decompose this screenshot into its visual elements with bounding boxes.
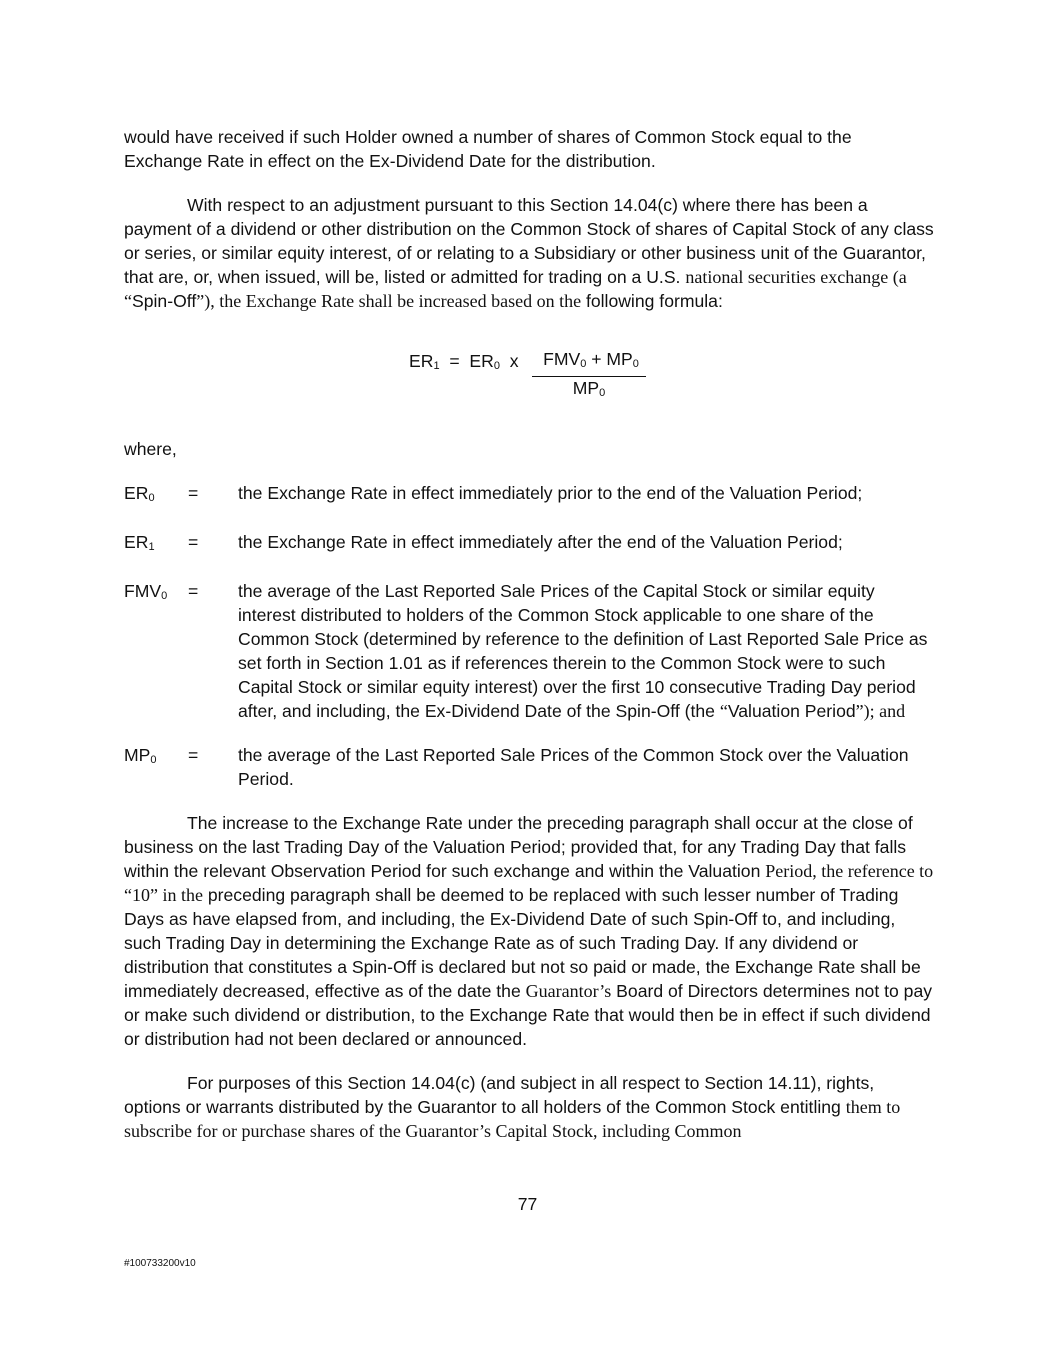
definition-text: the average of the Last Reported Sale Prices of the Common Stock over the Valuation Period. bbox=[238, 745, 909, 789]
paragraph-rights-options: For purposes of this Section 14.04(c) (and subject in all respect to Section 14.11), rights, options or warrants distributed by the Guarantor to all holders of the Common Stock entitling them to subscribe for or purchase shares of the Guarantor’s Capital Stock, including Common bbox=[124, 1073, 901, 1141]
document-body bbox=[124, 125, 934, 1143]
formula-numerator: $FMV_0 + MP_0$ bbox=[532, 347, 646, 377]
where-label: where, bbox=[124, 439, 177, 459]
definition-equals: = bbox=[188, 581, 199, 601]
formula-denominator: $MP_0$ bbox=[572, 378, 606, 399]
definition-symbol: $ER_1$ bbox=[124, 532, 155, 553]
paragraph-continuation: would have received if such Holder owned a number of shares of Common Stock equal to the Exchange Rate in effect on the Ex-Dividend Date for the distribution. bbox=[124, 127, 852, 171]
definition-mp0 bbox=[124, 743, 934, 791]
paragraph-spin-off-adjustment bbox=[124, 193, 934, 313]
document-id: #100733200v10 bbox=[124, 1258, 196, 1269]
definition-equals: = bbox=[188, 483, 199, 503]
definition-equals: = bbox=[188, 532, 199, 552]
definition-equals: = bbox=[188, 745, 199, 765]
para2-tail: following formula: bbox=[585, 291, 723, 311]
para2-serif-a: national securities exchange (a “ bbox=[124, 267, 907, 311]
exchange-rate-formula bbox=[124, 349, 934, 419]
page-number: 77 bbox=[517, 1194, 538, 1214]
definition-symbol: $FMV_0$ bbox=[124, 581, 168, 602]
para2-main: With respect to an adjustment pursuant to this Section 14.04(c) where there has been a payment of a dividend or other distribution on the Common Stock of shares of Capital Stock of any class or series, or similar equity interest, of or relating to a Subsidiary or other business unit of the Guarantor, that are, or, when issued, will be, listed or admitted for trading on a U.S. bbox=[124, 195, 934, 287]
valuation-period-term: Valuation Period bbox=[727, 701, 856, 721]
paragraph-valuation-timing: The increase to the Exchange Rate under the preceding paragraph shall occur at the close of business on the last Trading Day of the Valuation Period; provided that, for any Trading Day that falls within the relevant Observation Period for such exchange and within the Valuation Period, the reference to “10” in the preceding paragraph shall be deemed to be replaced with such lesser number of Trading Days as have elapsed from, and including, the Ex-Dividend Date of such Spin-Off to, and including, such Trading Day in determining the Exchange Rate as of such Trading Day. If any dividend or distribution that constitutes a Spin-Off is declared but not so paid or made, the Exchange Rate shall be immediately decreased, effective as of the date the Guarantor’s Board of Directors determines not to pay or make such dividend or distribution, to the Exchange Rate that would then be in effect if such dividend or distribution had not been declared or announced. bbox=[124, 813, 934, 1049]
definition-text: the average of the Last Reported Sale Prices of the Capital Stock or similar equity interest distributed to holders of the Common Stock applicable to one share of the Common Stock (determined by reference to the definition of Last Reported Sale Price as set forth in Section 1.01 as if references therein to the Common Stock were to such Capital Stock or similar equity interest) over the first 10 consecutive Trading Day period after, and including, the Ex-Dividend Date of the Spin-Off (the “Valuation Period”); and bbox=[238, 581, 928, 721]
definition-text: the Exchange Rate in effect immediately after the end of the Valuation Period; bbox=[238, 532, 843, 552]
definition-er1 bbox=[124, 530, 934, 559]
formula-lhs: $ER_1 = ER_0$ x bbox=[409, 351, 519, 372]
definition-text: the Exchange Rate in effect immediately prior to the end of the Valuation Period; bbox=[238, 483, 863, 503]
definition-symbol: $ER_0$ bbox=[124, 483, 155, 504]
definitions-list bbox=[124, 481, 934, 791]
formula-fraction bbox=[532, 347, 646, 404]
definition-fmv0 bbox=[124, 579, 934, 723]
definition-symbol: $MP_0$ bbox=[124, 745, 157, 766]
spin-off-term: Spin-Off bbox=[132, 291, 197, 311]
definition-er0 bbox=[124, 481, 934, 510]
para2-serif-b: ”), the Exchange Rate shall be increased based on the bbox=[196, 291, 582, 311]
